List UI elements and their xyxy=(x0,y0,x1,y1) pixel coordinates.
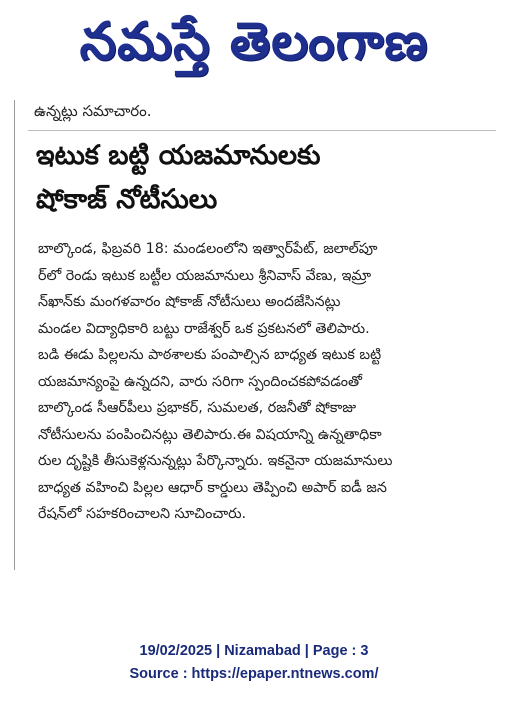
body-line: రేషన్‌లో సహకరించాలని సూచించారు. xyxy=(38,506,247,522)
body-line: బాధ్యత వహించి పిల్లల ఆధార్ కార్డులు తెప్పించి అపార్ ఐడీ జన xyxy=(38,479,387,496)
newspaper-logo: నమస్తే తెలంగాణ xyxy=(79,12,429,72)
previous-article-tail: ఉన్నట్లు సమాచారం. xyxy=(34,102,152,120)
article-headline xyxy=(36,134,476,222)
body-line: న్‌ఖాన్‌కు మంగళవారం షోకాజ్ నోటీసులు అందజేసినట్లు xyxy=(38,294,341,310)
headline-line: షోకాజ్ నోటీసులు xyxy=(36,184,218,215)
masthead xyxy=(0,0,508,84)
publication-info: 19/02/2025 | Nizamabad | Page : 3 xyxy=(139,643,369,659)
body-line: యజమాన్యంపై ఉన్నదని, వారు సరిగా స్పందించకపోవడంతో xyxy=(38,373,362,390)
article-separator xyxy=(28,130,496,131)
body-line: ర్‌లో రెండు ఇటుక బట్టీల యజమానులు శ్రీనివాస్ వేణు, ఇమ్రా xyxy=(38,267,372,284)
news-clipping xyxy=(14,88,498,574)
body-line: నోటీసులను పంపించినట్లు తెలిపారు.ఈ విషయాన్ని ఉన్నతాధికా xyxy=(38,426,382,443)
article-body xyxy=(38,236,490,528)
body-line: రుల దృష్టికి తీసుకెళ్లనున్నట్లు పేర్కొన్నారు. ఇకనైనా యజమానులు xyxy=(38,453,393,469)
headline-line: ఇటుక బట్టి యజమానులకు xyxy=(36,140,321,171)
body-line: బడి ఈడు పిల్లలను పాఠశాలకు పంపాల్సిన బాధ్యత ఇటుక బట్టి xyxy=(38,347,382,363)
body-line: బాల్కొండ సీఆర్‌పీలు ప్రభాకర్, సుమలత, రజనీతో షోకాజు xyxy=(38,400,357,416)
column-divider xyxy=(14,100,15,570)
body-line: బాల్కొండ, ఫిబ్రవరి 18: మండలంలోని ఇత్వార్‌పేట్, జలాల్‌పూ xyxy=(38,241,378,257)
body-line: మండల విద్యాధికారి బట్టు రాజేశ్వర్ ఒక ప్రకటనలో తెలిపారు. xyxy=(38,320,370,337)
source-link[interactable]: Source : https://epaper.ntnews.com/ xyxy=(129,666,379,682)
